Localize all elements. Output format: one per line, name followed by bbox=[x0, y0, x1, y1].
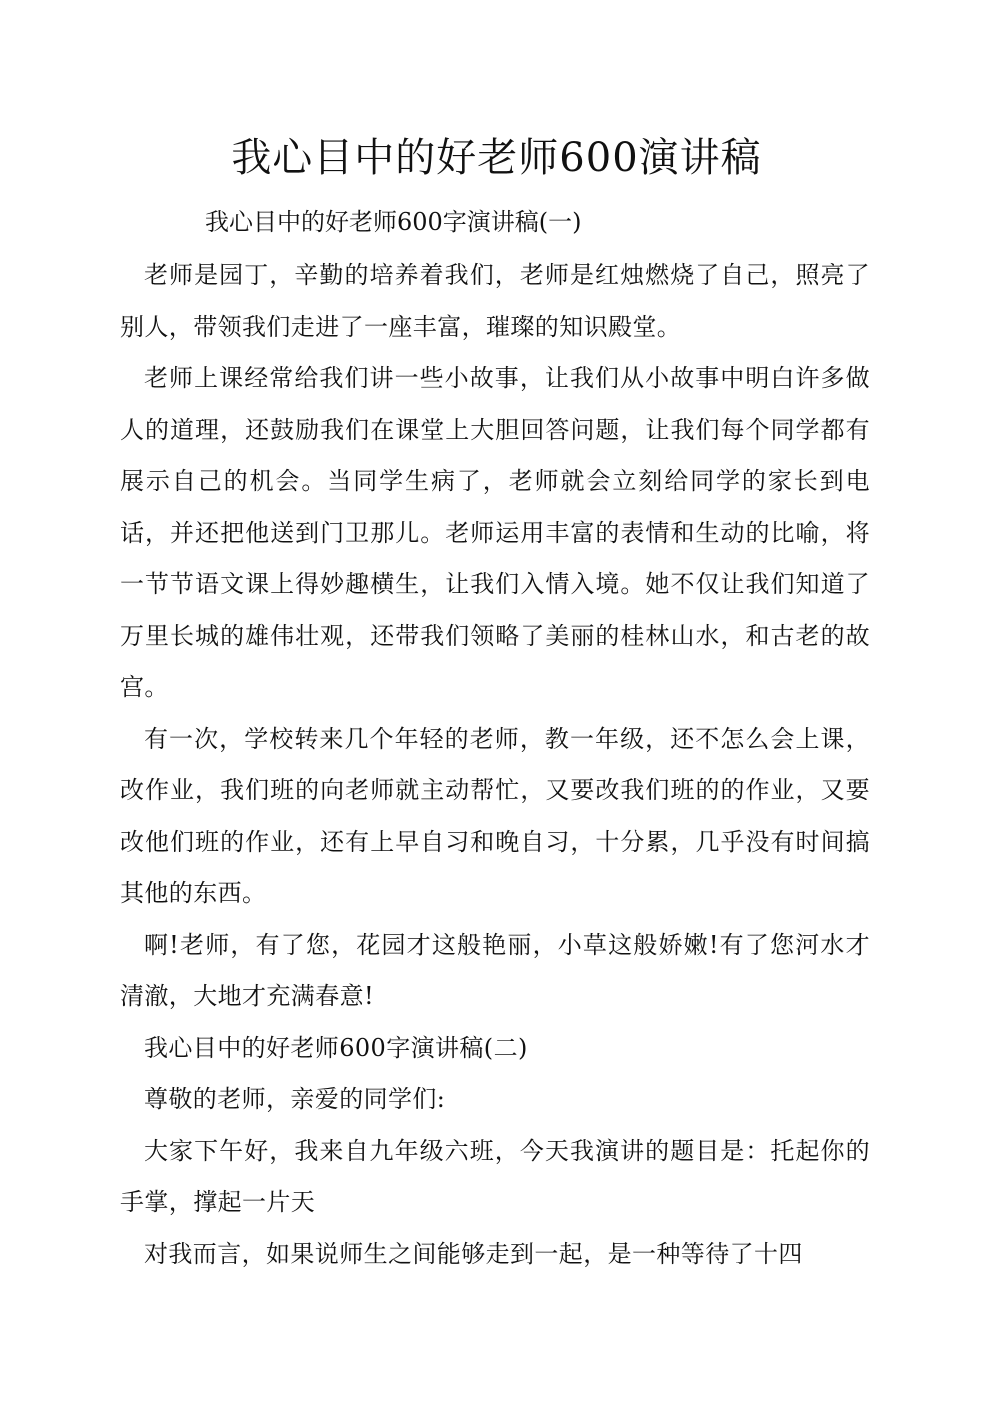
paragraph: 老师上课经常给我们讲一些小故事，让我们从小故事中明白许多做人的道理，还鼓励我们在课堂上大胆回答问题，让我们每个同学都有展示自己的机会。当同学生病了，老师就会立刻给同学的家长到电话，并还把他送到门卫那儿。老师运用丰富的表情和生动的比喻，将一节节语文课上得妙趣横生，让我们入情入境。她不仅让我们知道了万里长城的雄伟壮观，还带我们领略了美丽的桂林山水，和古老的故宫。 bbox=[120, 364, 870, 701]
paragraph: 老师是园丁，辛勤的培养着我们，老师是红烛燃烧了自己，照亮了别人，带领我们走进了一座丰富，璀璨的知识殿堂。 bbox=[120, 261, 870, 341]
section-heading-1: 我心目中的好老师600字演讲稿(一) bbox=[205, 208, 582, 236]
section-heading-2: 我心目中的好老师600字演讲稿(二) bbox=[144, 1033, 528, 1062]
paragraph: 有一次，学校转来几个年轻的老师，教一年级，还不怎么会上课，改作业，我们班的向老师就主动帮忙，又要改我们班的的作业，又要改他们班的作业，还有上早自习和晚自习，十分累，几乎没有时间搞其他的东西。 bbox=[120, 724, 870, 907]
salutation: 尊敬的老师，亲爱的同学们: bbox=[144, 1085, 446, 1113]
paragraph: 对我而言，如果说师生之间能够走到一起，是一种等待了十四 bbox=[144, 1239, 803, 1268]
paragraph: 大家下午好，我来自九年级六班，今天我演讲的题目是：托起你的手掌，撑起一片天 bbox=[120, 1136, 870, 1216]
paragraph: 啊!老师，有了您，花园才这般艳丽，小草这般娇嫩!有了您河水才清澈，大地才充满春意! bbox=[120, 930, 870, 1010]
body-text bbox=[120, 250, 870, 1280]
document-title: 我心目中的好老师600演讲稿 bbox=[231, 135, 762, 181]
